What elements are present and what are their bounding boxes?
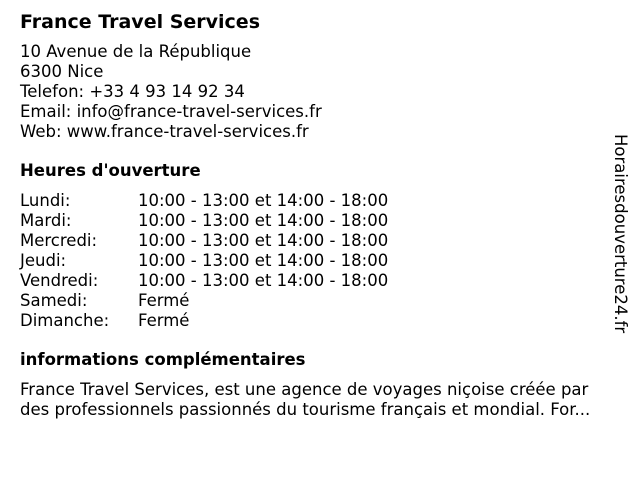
info-description-line: des professionnels passionnés du tourisme français et mondial. For... bbox=[20, 400, 591, 419]
hours-day: Dimanche: bbox=[20, 311, 110, 330]
hours-day: Lundi: bbox=[20, 191, 71, 210]
hours-value: 10:00 - 13:00 et 14:00 - 18:00 bbox=[138, 191, 389, 210]
info-description bbox=[20, 380, 620, 420]
hours-row-thursday bbox=[20, 251, 620, 271]
business-name: France Travel Services bbox=[20, 11, 261, 33]
business-card bbox=[20, 8, 620, 420]
hours-value: 10:00 - 13:00 et 14:00 - 18:00 bbox=[138, 231, 389, 250]
opening-hours-table bbox=[20, 191, 620, 331]
hours-value: Fermé bbox=[138, 311, 190, 330]
hours-day: Samedi: bbox=[20, 291, 88, 310]
hours-value: 10:00 - 13:00 et 14:00 - 18:00 bbox=[138, 271, 389, 290]
website: Web: www.france-travel-services.fr bbox=[20, 122, 309, 141]
hours-heading: Heures d'ouverture bbox=[20, 161, 201, 180]
address-city: 6300 Nice bbox=[20, 62, 104, 81]
watermark bbox=[609, 134, 633, 348]
email: Email: info@france-travel-services.fr bbox=[20, 102, 322, 121]
hours-row-sunday bbox=[20, 311, 620, 331]
address-street: 10 Avenue de la République bbox=[20, 42, 252, 61]
hours-row-saturday bbox=[20, 291, 620, 311]
hours-day: Mercredi: bbox=[20, 231, 98, 250]
info-description-line: France Travel Services, est une agence de voyages niçoise créée par bbox=[20, 380, 589, 399]
hours-value: 10:00 - 13:00 et 14:00 - 18:00 bbox=[138, 211, 389, 230]
hours-day: Jeudi: bbox=[20, 251, 67, 270]
hours-row-monday bbox=[20, 191, 620, 211]
hours-day: Vendredi: bbox=[20, 271, 99, 290]
hours-value: 10:00 - 13:00 et 14:00 - 18:00 bbox=[138, 251, 389, 270]
watermark-text: Horairesdouverture24.fr bbox=[611, 134, 630, 334]
hours-row-wednesday bbox=[20, 231, 620, 251]
hours-row-friday bbox=[20, 271, 620, 291]
info-heading: informations complémentaires bbox=[20, 350, 306, 369]
hours-row-tuesday bbox=[20, 211, 620, 231]
hours-value: Fermé bbox=[138, 291, 190, 310]
phone: Telefon: +33 4 93 14 92 34 bbox=[20, 82, 245, 101]
hours-day: Mardi: bbox=[20, 211, 72, 230]
